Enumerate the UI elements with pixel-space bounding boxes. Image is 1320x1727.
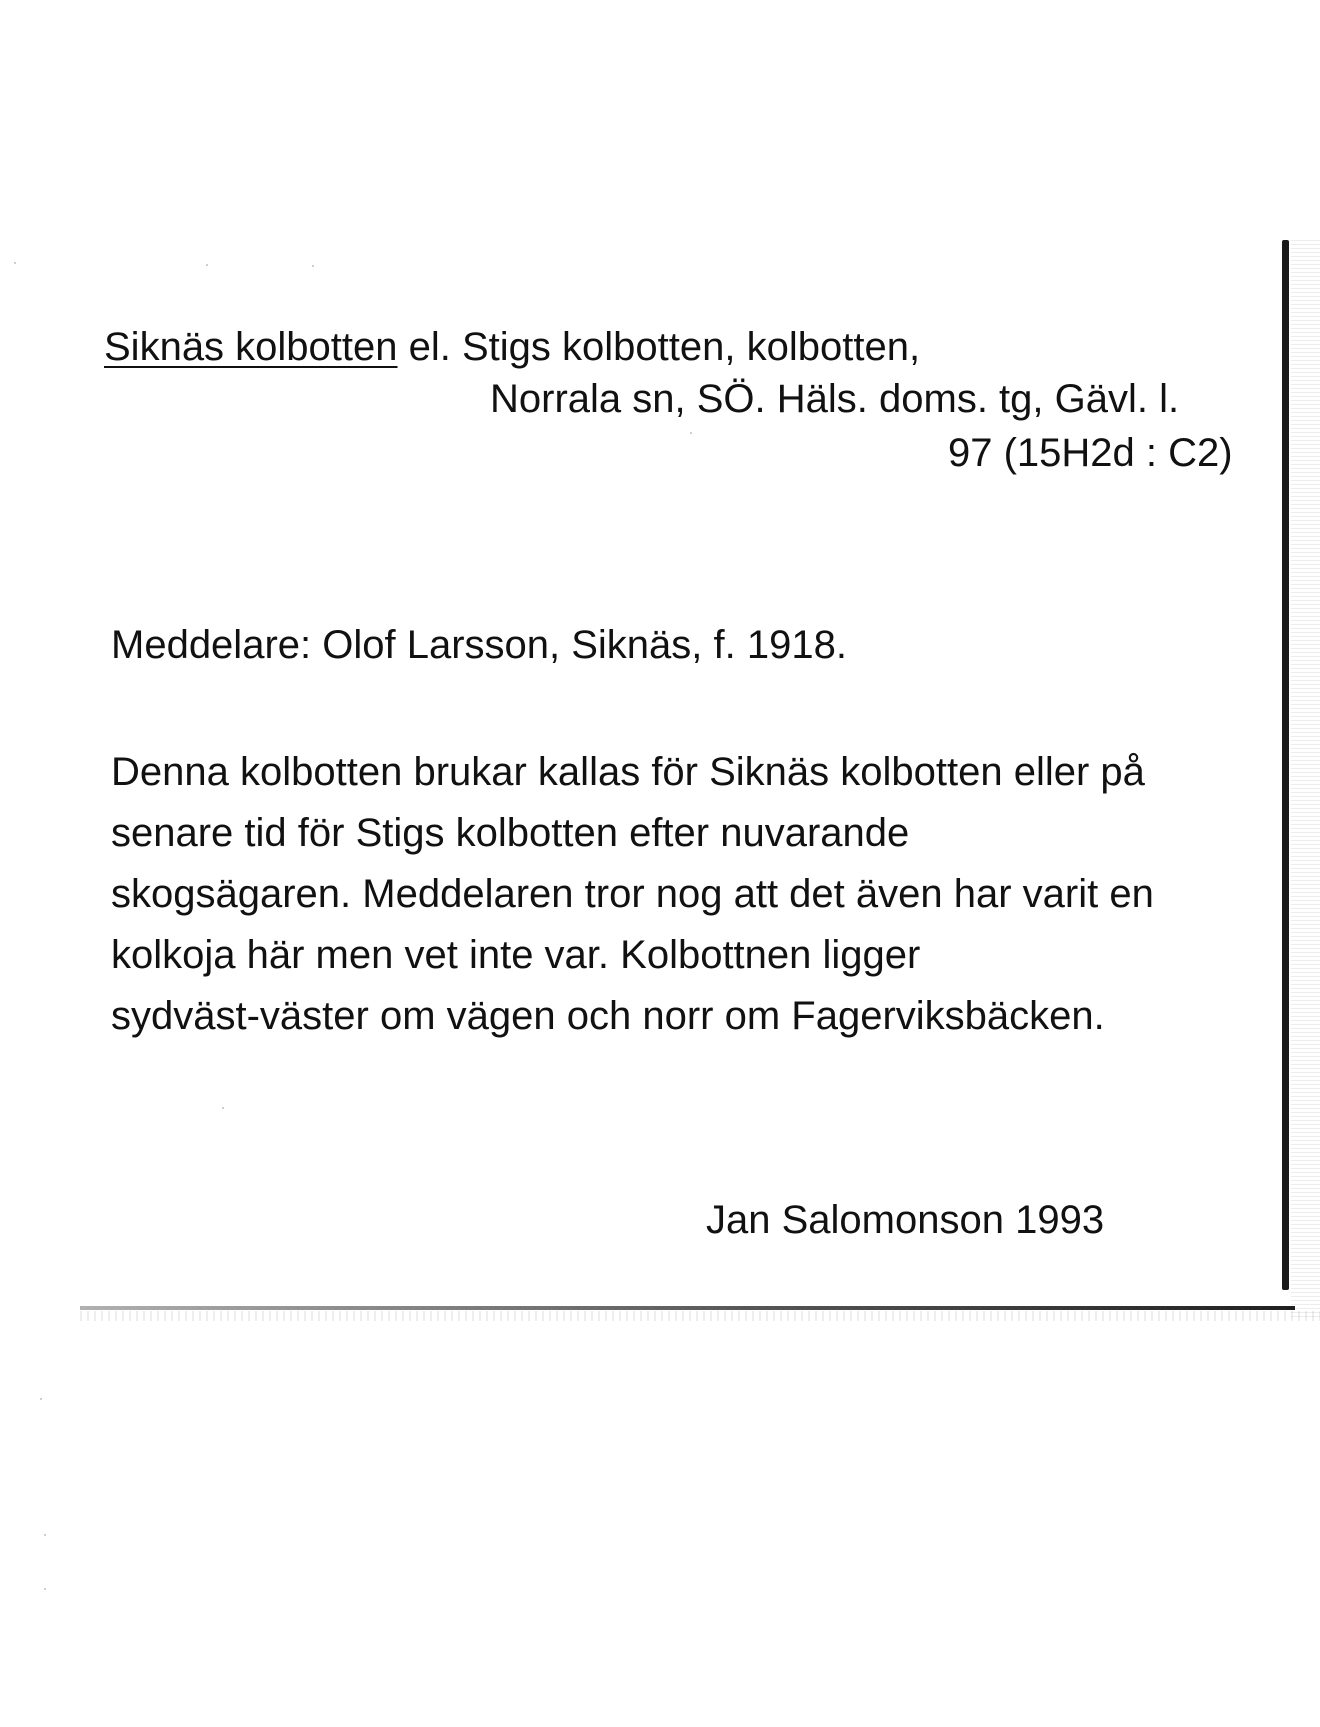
- scan-speck: [14, 262, 16, 264]
- scan-speck: [312, 265, 314, 267]
- place-name-alternatives: el. Stigs kolbotten, kolbotten,: [397, 325, 921, 369]
- scan-speck: [690, 432, 692, 434]
- signature-line: Jan Salomonson 1993: [706, 1198, 1105, 1242]
- description-line: sydväst-väster om vägen och norr om Fagerviksbäcken.: [111, 994, 1105, 1038]
- description-line: kolkoja här men vet inte var. Kolbottnen ligger: [111, 933, 921, 977]
- scan-speck: [44, 1534, 46, 1536]
- scan-speck: [40, 1398, 42, 1400]
- description-line: senare tid för Stigs kolbotten efter nuvarande: [111, 811, 910, 855]
- scan-speck: [206, 264, 208, 266]
- card-right-edge-scan-noise: [1291, 240, 1320, 1320]
- place-location-line: Norrala sn, SÖ. Häls. doms. tg, Gävl. l.: [490, 377, 1180, 421]
- description-line: Denna kolbotten brukar kallas för Siknäs kolbotten eller på: [111, 750, 1145, 794]
- scan-speck: [222, 1107, 224, 1109]
- scan-speck: [44, 1588, 46, 1590]
- informant-line: Meddelare: Olof Larsson, Siknäs, f. 1918.: [111, 623, 847, 667]
- place-name-underlined: Siknäs kolbotten: [104, 325, 398, 369]
- description-line: skogsägaren. Meddelaren tror nog att det även har varit en: [111, 872, 1154, 916]
- description-paragraph: [111, 742, 1291, 1047]
- place-name-line-1: [104, 324, 920, 370]
- card-bottom-edge: [80, 1306, 1295, 1310]
- map-reference-line: 97 (15H2d : C2): [948, 431, 1233, 475]
- card-bottom-edge-scan-noise: [80, 1311, 1320, 1321]
